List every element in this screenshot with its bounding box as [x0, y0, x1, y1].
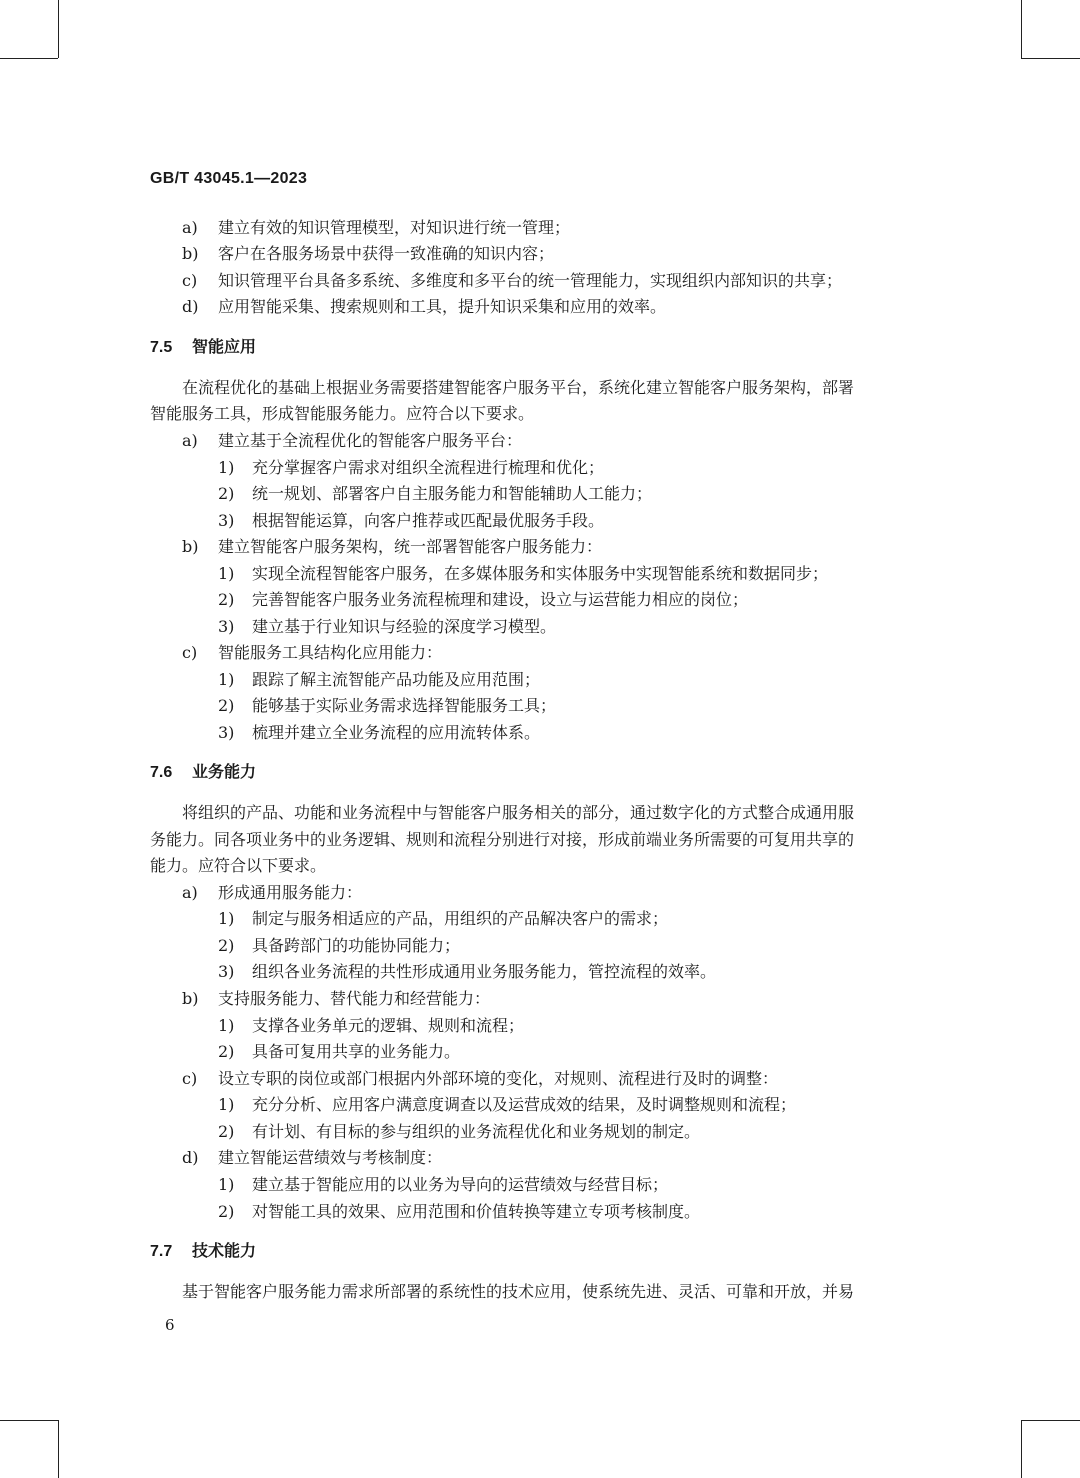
sub-list-item: 2) 具备可复用共享的业务能力。: [218, 1042, 461, 1061]
sub-list-item: 2) 能够基于实际业务需求选择智能服务工具；: [218, 696, 557, 715]
list-item: b) 客户在各服务场景中获得一致准确的知识内容；: [182, 244, 555, 263]
sub-list-item: 1) 实现全流程智能客户服务，在多媒体服务和实体服务中实现智能系统和数据同步；: [218, 564, 829, 583]
standard-id-header: GB/T 43045.1—2023: [150, 170, 308, 187]
sub-list-item: 3) 建立基于行业知识与经验的深度学习模型。: [218, 617, 557, 636]
list-item: b) 建立智能客户服务架构，统一部署智能客户服务能力：: [182, 537, 603, 556]
sub-list-item: 1) 支撑各业务单元的逻辑、规则和流程；: [218, 1016, 525, 1035]
paragraph-line: 能力。应符合以下要求。: [150, 856, 327, 875]
list-item: b) 支持服务能力、替代能力和经营能力：: [182, 989, 491, 1008]
list-item: d) 应用智能采集、搜索规则和工具，提升知识采集和应用的效率。: [182, 297, 667, 316]
sub-list-item: 3) 根据智能运算，向客户推荐或匹配最优服务手段。: [218, 511, 605, 530]
sub-list-item: 1) 充分分析、应用客户满意度调查以及运营成效的结果，及时调整规则和流程；: [218, 1095, 797, 1114]
paragraph-line: 务能力。同各项业务中的业务逻辑、规则和流程分别进行对接，形成前端业务所需要的可复用共享的: [150, 830, 855, 849]
sub-list-item: 3) 组织各业务流程的共性形成通用业务服务能力，管控流程的效率。: [218, 962, 717, 981]
sub-list-item: 1) 建立基于智能应用的以业务为导向的运营绩效与经营目标；: [218, 1175, 669, 1194]
page-number: 6: [165, 1316, 175, 1334]
sub-list-item: 2) 完善智能客户服务业务流程梳理和建设，设立与运营能力相应的岗位；: [218, 590, 749, 609]
sub-list-item: 1) 充分掌握客户需求对组织全流程进行梳理和优化；: [218, 458, 605, 477]
sub-list-item: 2) 有计划、有目标的参与组织的业务流程优化和业务规划的制定。: [218, 1122, 701, 1141]
list-item: c) 智能服务工具结构化应用能力：: [182, 643, 443, 662]
sub-list-item: 1) 跟踪了解主流智能产品功能及应用范围；: [218, 670, 541, 689]
list-item: a) 建立基于全流程优化的智能客户服务平台：: [182, 431, 523, 450]
section-heading-7-6: 7.6 业务能力: [150, 764, 257, 781]
sub-list-item: 3) 梳理并建立全业务流程的应用流转体系。: [218, 723, 541, 742]
section-heading-7-7: 7.7 技术能力: [150, 1243, 257, 1260]
section-heading-7-5: 7.5 智能应用: [150, 339, 257, 356]
list-item: a) 建立有效的知识管理模型，对知识进行统一管理；: [182, 218, 571, 237]
paragraph-line: 将组织的产品、功能和业务流程中与智能客户服务相关的部分，通过数字化的方式整合成通用服: [182, 803, 855, 822]
sub-list-item: 2) 统一规划、部署客户自主服务能力和智能辅助人工能力；: [218, 484, 653, 503]
list-item: a) 形成通用服务能力：: [182, 883, 363, 902]
sub-list-item: 2) 对智能工具的效果、应用范围和价值转换等建立专项考核制度。: [218, 1202, 701, 1221]
paragraph-line: 智能服务工具，形成智能服务能力。应符合以下要求。: [150, 404, 535, 423]
list-item: c) 知识管理平台具备多系统、多维度和多平台的统一管理能力，实现组织内部知识的共享；: [182, 271, 843, 290]
list-item: c) 设立专职的岗位或部门根据内外部环境的变化，对规则、流程进行及时的调整：: [182, 1069, 779, 1088]
paragraph-line: 基于智能客户服务能力需求所部署的系统性的技术应用，使系统先进、灵活、可靠和开放，并易: [182, 1282, 855, 1301]
paragraph-line: 在流程优化的基础上根据业务需要搭建智能客户服务平台，系统化建立智能客户服务架构，部署: [182, 378, 855, 397]
sub-list-item: 1) 制定与服务相适应的产品，用组织的产品解决客户的需求；: [218, 909, 669, 928]
list-item: d) 建立智能运营绩效与考核制度：: [182, 1148, 443, 1167]
sub-list-item: 2) 具备跨部门的功能协同能力；: [218, 936, 461, 955]
